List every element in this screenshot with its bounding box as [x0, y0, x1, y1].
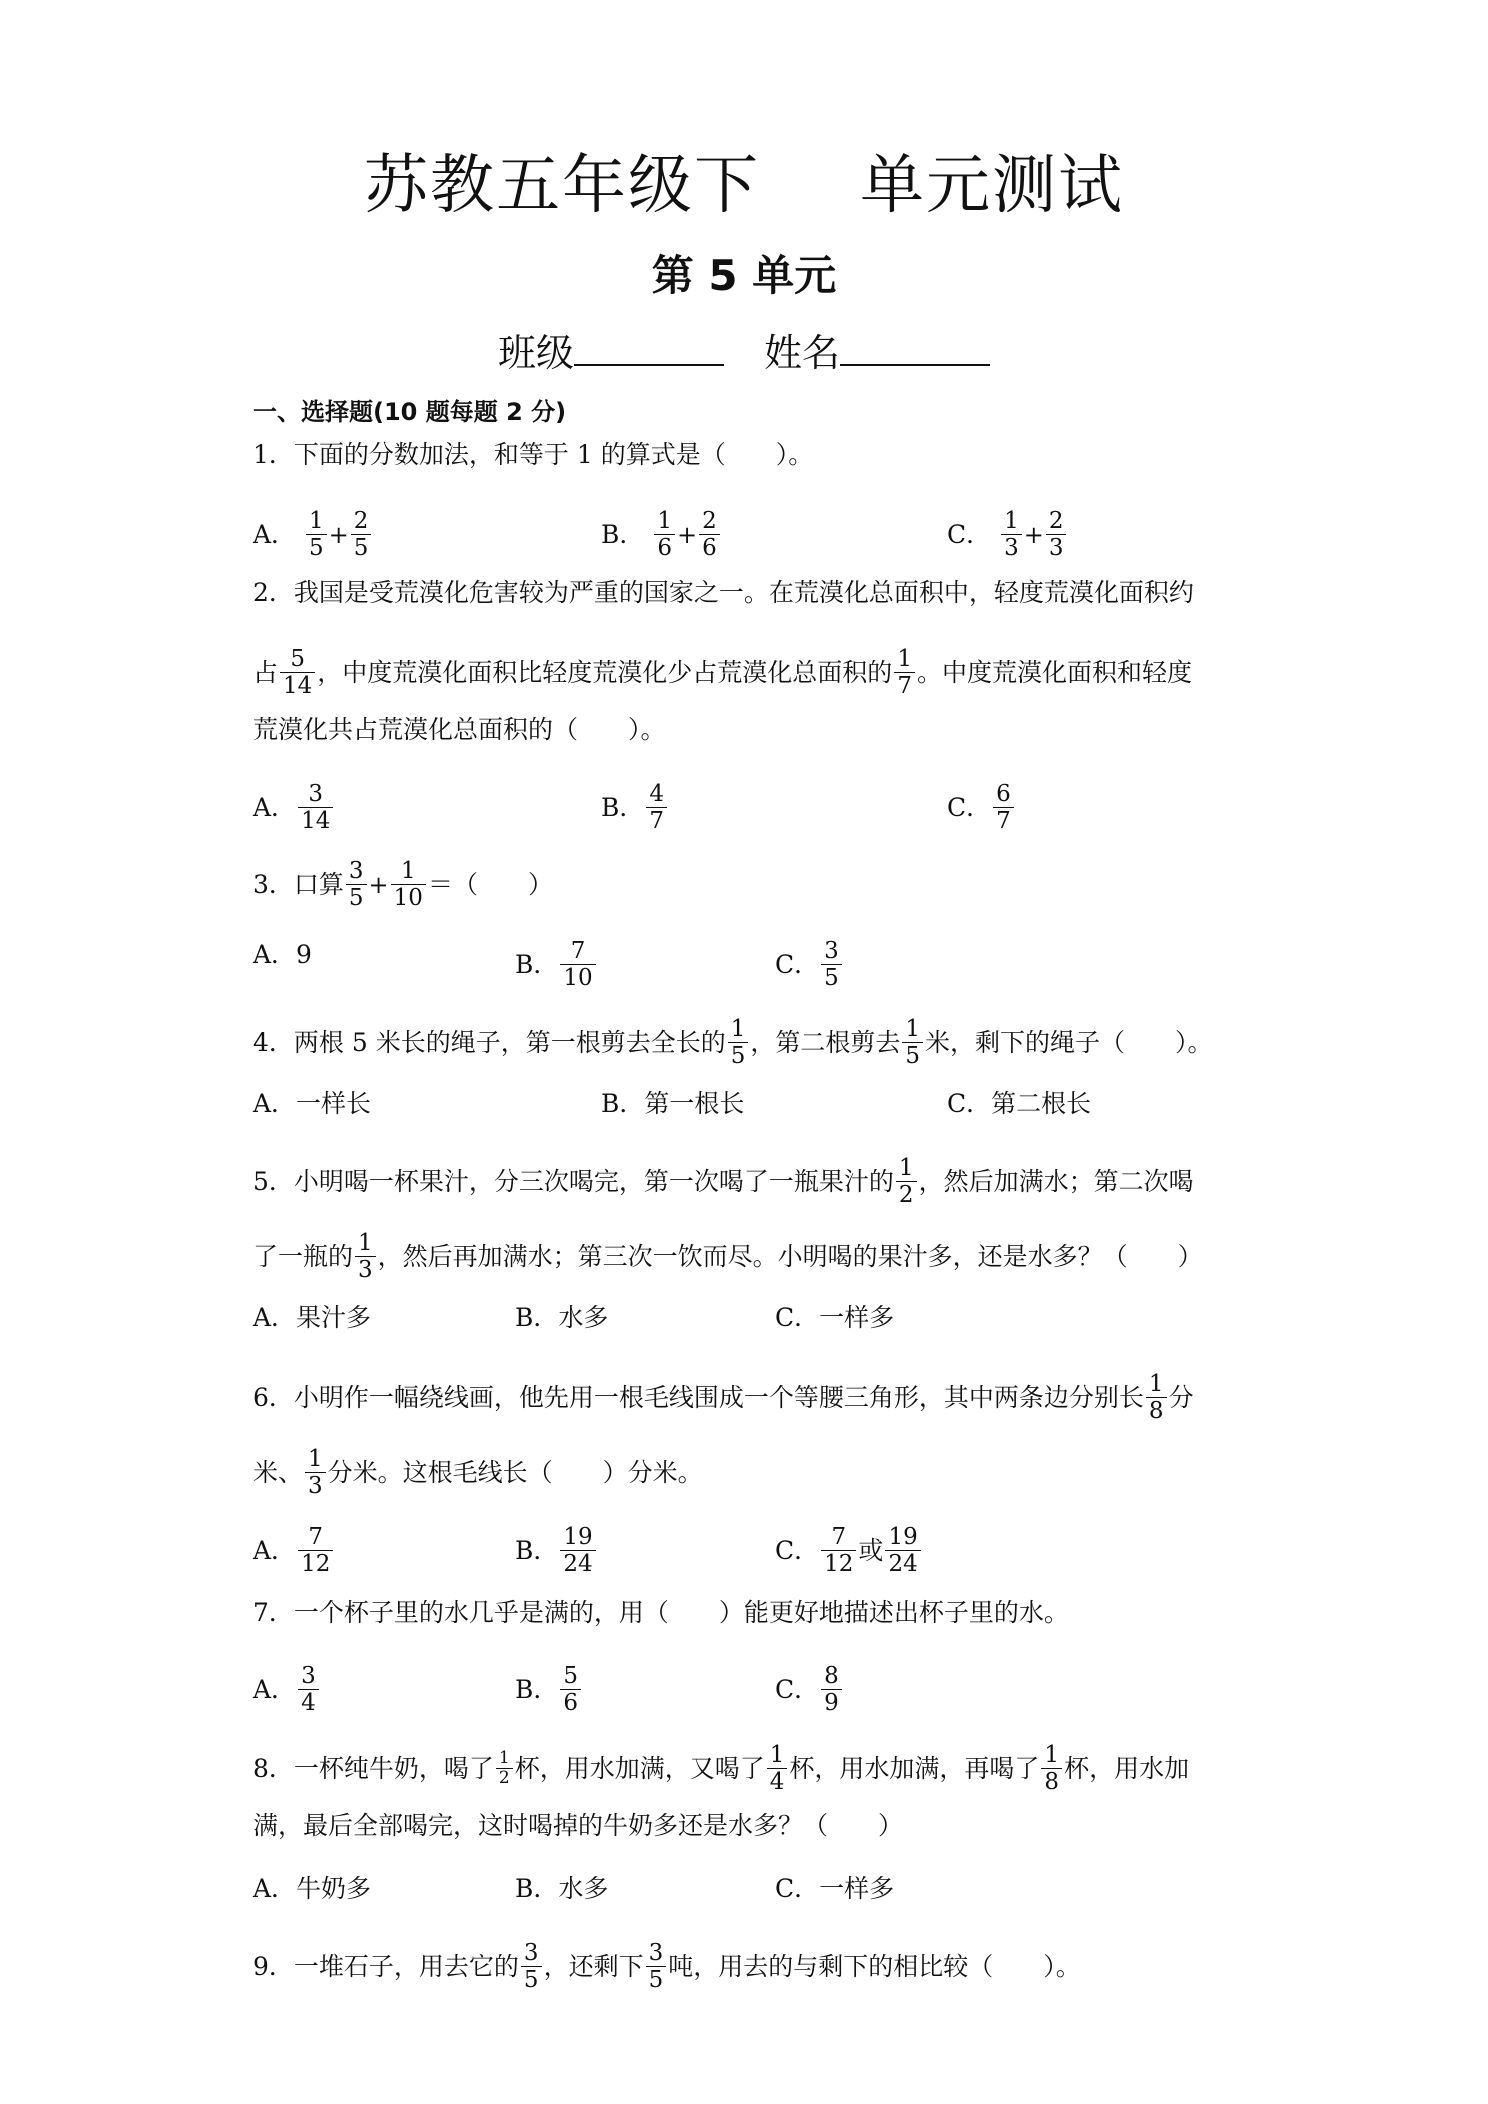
q4-option-c[interactable]: C．第二根长 [947, 1089, 1092, 1118]
q1-option-b[interactable]: B． $\frac{1}{6}$ + $\frac{2}{6}$ [601, 510, 722, 563]
q2-line3: 荒漠化共占荒漠化总面积的（ ）。 [253, 715, 666, 744]
q4-option-a[interactable]: A．一样长 [253, 1089, 372, 1118]
q7-option-c[interactable]: C． $\frac{8}{9}$ [775, 1665, 844, 1718]
q6-option-c[interactable]: C． $\frac{7}{12}$ 或 $\frac{19}{24}$ [775, 1526, 923, 1579]
q7-option-b[interactable]: B． $\frac{5}{6}$ [515, 1665, 583, 1718]
q8-option-b[interactable]: B．水多 [515, 1874, 609, 1903]
q8-option-a[interactable]: A．牛奶多 [253, 1874, 372, 1903]
section-heading: 一、选择题(10 题每题 2 分) [253, 398, 567, 426]
q3-option-a[interactable]: A．9 [253, 940, 312, 969]
q8-option-c[interactable]: C．一样多 [775, 1874, 895, 1903]
name-blank[interactable] [840, 330, 990, 366]
q2-line2: 占 $\frac{5}{14}$ ，中度荒漠化面积比轻度荒漠化少占荒漠化总面积的 $\frac{1}{7}$ 。中度荒漠化面积和轻度 [253, 646, 1192, 699]
q1-option-c[interactable]: C． $\frac{1}{3}$ + $\frac{2}{3}$ [947, 510, 1068, 563]
q2-option-a[interactable]: A． $\frac{3}{14}$ [253, 783, 335, 836]
q2-line1: 2．我国是受荒漠化危害较为严重的国家之一。在荒漠化总面积中，轻度荒漠化面积约 [253, 578, 1194, 607]
q5-option-b[interactable]: B．水多 [515, 1303, 609, 1332]
q5-line1: 5．小明喝一杯果汁，分三次喝完，第一次喝了一瓶果汁的 $\frac{1}{2}$ ，然后加满水；第二次喝 [253, 1155, 1194, 1208]
q3-option-b[interactable]: B． $\frac{7}{10}$ [515, 940, 598, 993]
class-label: 班级 [497, 331, 574, 375]
q6-line2: 米、 $\frac{1}{3}$ 分米。这根毛线长（ ）分米。 [253, 1446, 703, 1499]
q8-line2: 满，最后全部喝完，这时喝掉的牛奶多还是水多？（ ） [253, 1811, 904, 1840]
q1-text: 1．下面的分数加法，和等于 1 的算式是（ ）。 [253, 440, 814, 469]
unit-subtitle: 第 5 单元 [651, 251, 837, 300]
q6-line1: 6．小明作一幅绕线画，他先用一根毛线围成一个等腰三角形，其中两条边分别长 $\frac{1}{8}$ 分 [253, 1371, 1194, 1424]
student-info-row [0, 322, 1488, 377]
class-blank[interactable] [574, 330, 724, 366]
q5-option-a[interactable]: A．果汁多 [253, 1303, 372, 1332]
q3-option-c[interactable]: C． $\frac{3}{5}$ [775, 940, 844, 993]
q1-option-a[interactable]: A． $\frac{1}{5}$ + $\frac{2}{5}$ [253, 510, 373, 563]
q6-option-a[interactable]: A． $\frac{7}{12}$ [253, 1526, 335, 1579]
q5-line2: 了一瓶的 $\frac{1}{3}$ ，然后再加满水；第三次一饮而尽。小明喝的果汁多，还是水多？（ ） [253, 1230, 1203, 1283]
q7-option-a[interactable]: A． $\frac{3}{4}$ [253, 1665, 321, 1718]
q2-option-c[interactable]: C． $\frac{6}{7}$ [947, 783, 1016, 836]
page-title: 苏教五年级下 单元测试 [364, 149, 1124, 223]
q2-option-b[interactable]: B． $\frac{4}{7}$ [601, 783, 669, 836]
q5-option-c[interactable]: C．一样多 [775, 1303, 895, 1332]
q7-text: 7．一个杯子里的水几乎是满的，用（ ）能更好地描述出杯子里的水。 [253, 1598, 1069, 1627]
q9-text: 9．一堆石子，用去它的 $\frac{3}{5}$ ，还剩下 $\frac{3}{5}$ 吨，用去的与剩下的相比较（ ）。 [253, 1940, 1081, 1993]
q3-text: 3．口算 $\frac{3}{5}$ + $\frac{1}{10}$ ＝（ ） [253, 858, 553, 911]
q6-option-b[interactable]: B． $\frac{19}{24}$ [515, 1526, 598, 1579]
q8-line1: 8．一杯纯牛奶，喝了 $\frac{1}{2}$ 杯，用水加满，又喝了 $\frac{1}{4}$ 杯，用水加满，再喝了 $\frac{1}{8}$ 杯，用水加 [253, 1742, 1190, 1795]
q4-text: 4．两根 5 米长的绳子，第一根剪去全长的 $\frac{1}{5}$ ，第二根剪去 $\frac{1}{5}$ 米，剩下的绳子（ ）。 [253, 1016, 1213, 1069]
q4-option-b[interactable]: B．第一根长 [601, 1089, 745, 1118]
name-label: 姓名 [764, 331, 841, 375]
